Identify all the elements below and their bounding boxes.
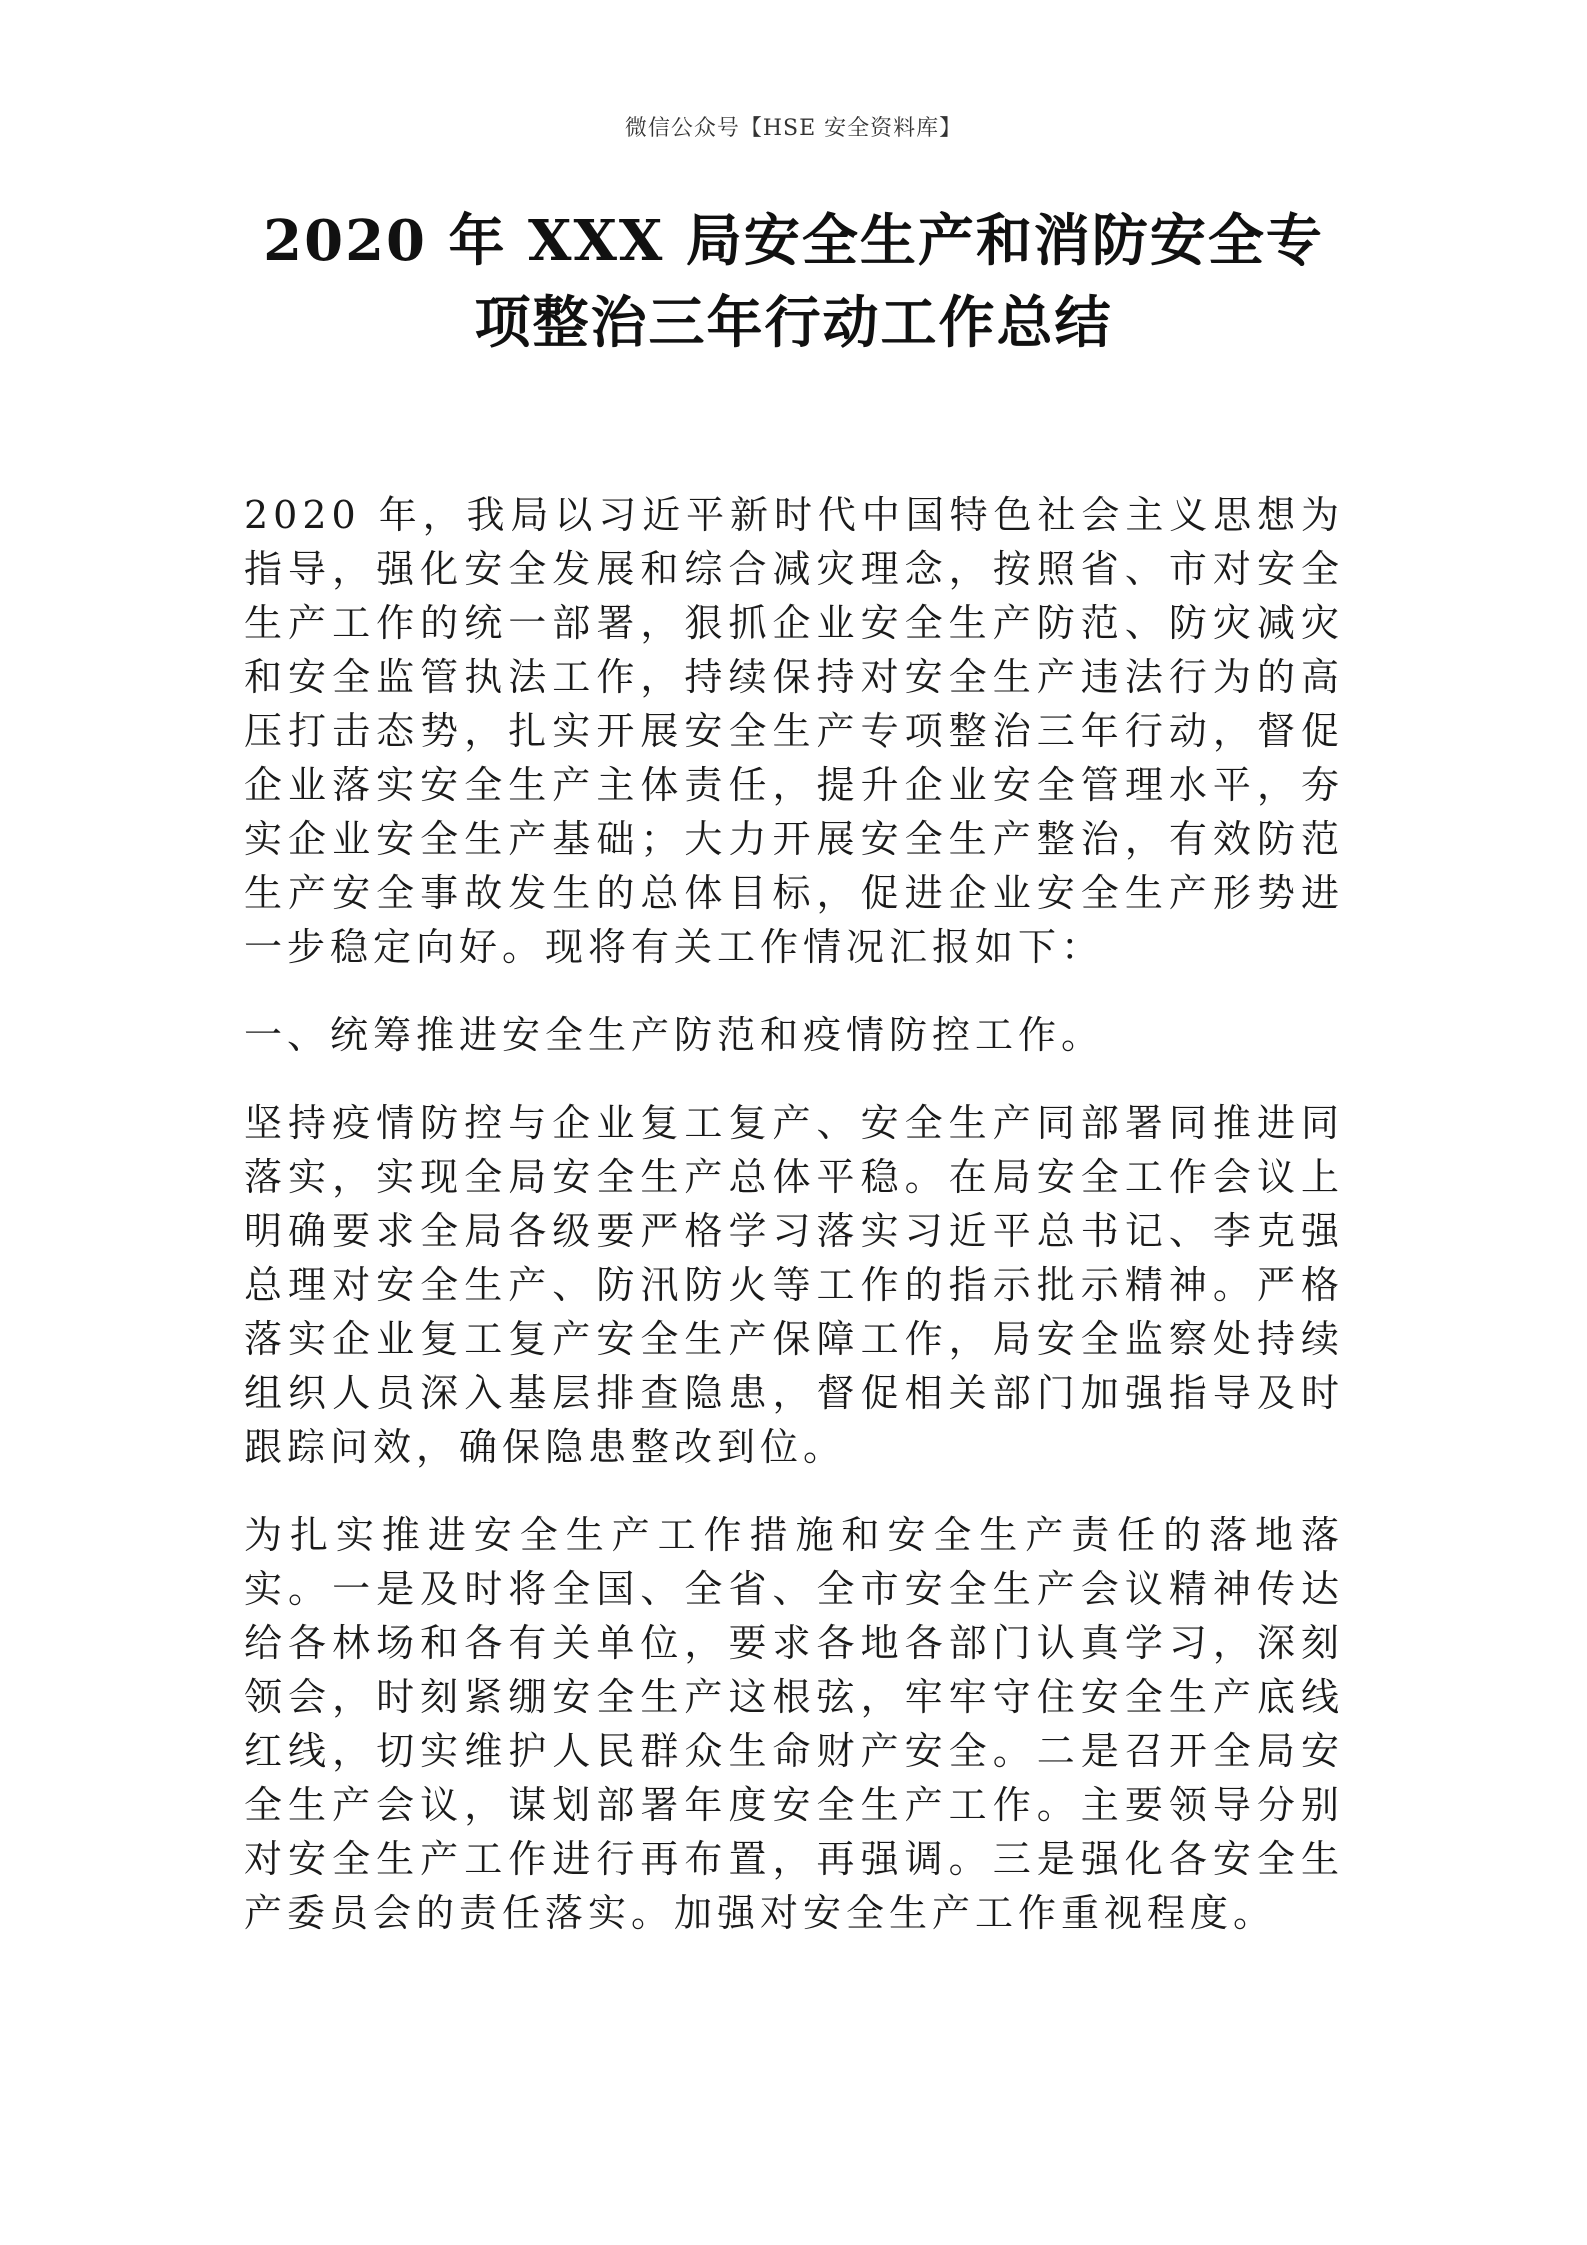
section-heading-1: 一、统筹推进安全生产防范和疫情防控工作。 — [244, 1013, 1105, 1057]
paragraph-epidemic-prevention: 坚持疫情防控与企业复工复产、安全生产同部署同推进同落实，实现全局安全生产总体平稳。在局安全工作会议上明确要求全局各级要严格学习落实习近平总书记、李克强总理对安全生产、防汛防火等工作的指示批示精神。严格落实企业复工复产安全生产保障工作，局安全监察处持续组织人员深入基层排查隐患，督促相关部门加强指导及时跟踪问效，确保隐患整改到位。 — [244, 1101, 1344, 1469]
paragraph-responsibility: 为扎实推进安全生产工作措施和安全生产责任的落地落实。一是及时将全国、全省、全市安全生产会议精神传达给各林场和各有关单位，要求各地各部门认真学习，深刻领会，时刻紧绷安全生产这根弦，牢牢守住安全生产底线红线，切实维护人民群众生命财产安全。二是召开全局安全生产会议，谋划部署年度安全生产工作。主要领导分别对安全生产工作进行再布置，再强调。三是强化各安全生产委员会的责任落实。加强对安全生产工作重视程度。 — [244, 1513, 1344, 1935]
paragraph-intro: 2020 年，我局以习近平新时代中国特色社会主义思想为指导，强化安全发展和综合减灾理念，按照省、市对安全生产工作的统一部署，狠抓企业安全生产防范、防灾减灾和安全监管执法工作，持续保持对安全生产违法行为的高压打击态势，扎实开展安全生产专项整治三年行动，督促企业落实安全生产主体责任，提升企业安全管理水平，夯实企业安全生产基础；大力开展安全生产整治，有效防范生产安全事故发生的总体目标，促进企业安全生产形势进一步稳定向好。现将有关工作情况汇报如下： — [244, 493, 1344, 969]
title-line-2: 项整治三年行动工作总结 — [474, 290, 1113, 356]
document-title — [200, 200, 1387, 364]
title-line-1: 2020 年 XXX 局安全生产和消防安全专 — [263, 208, 1324, 274]
header-note: 微信公众号【HSE 安全资料库】 — [624, 116, 963, 141]
document-body — [244, 488, 1344, 1974]
